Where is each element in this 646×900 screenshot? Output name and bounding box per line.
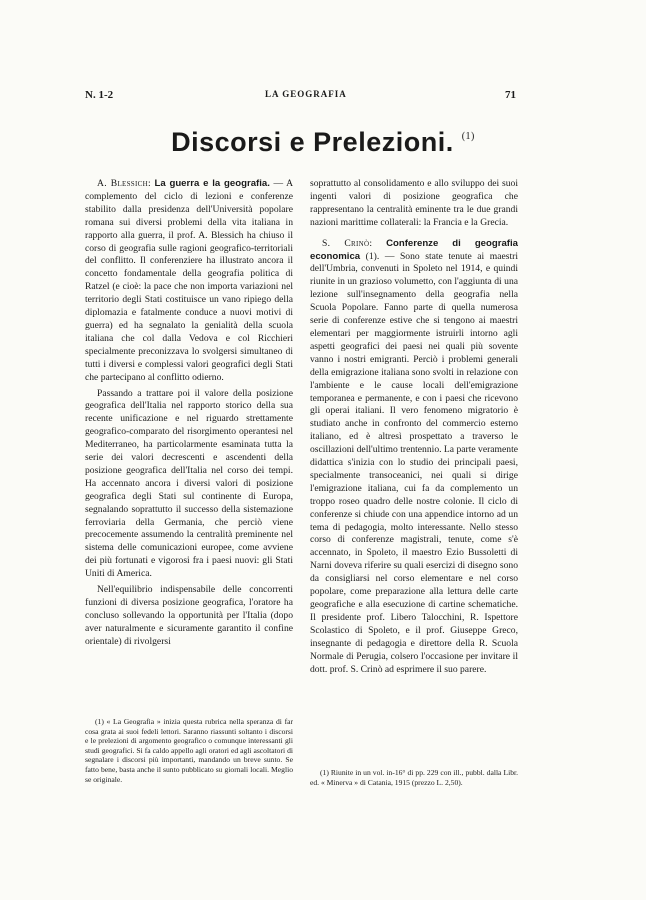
right-column xyxy=(310,178,518,679)
heading-conferenze: Conferenze di geografia economica xyxy=(310,237,519,262)
section-blessich xyxy=(85,178,293,385)
section-footnote-ref: (1). xyxy=(365,250,380,262)
footnote-text: (1) Riunite in un vol. in-16° di pp. 229 con ill., pubbl. dalla Libr. ed. « Minerva » di Catania, 1915 (prezzo L. 2,50). xyxy=(310,768,518,787)
running-header xyxy=(85,89,516,103)
heading-guerra-geografia: La guerra e la geografia. xyxy=(154,178,270,189)
footnote-text: (1) « La Geografia » inizia questa rubrica nella speranza di far cosa grata ai suoi fedeli lettori. Saranno riassunti soltanto i discorsi e le prelezioni di argomento geografico o comunque interessanti gli studi geografici. Si fa caldo appello agli oratori ed agli ascoltatori di segnalare i discorsi più importanti, mandando un breve sunto. Se fatto bene, basta anche il sunto pubblicato su giornali locali. Meglio se originale. xyxy=(85,717,293,784)
left-column xyxy=(85,178,293,652)
author-crino: S. Crinò: xyxy=(322,237,373,249)
paragraph-text: Nell'equilibrio indispensabile delle concorrenti funzioni di diversa posizione geografica, l'oratore ha concluso sollevando la opportunità per l'Italia (dopo aver naturalmente e sicuramente garantito il confine orientale) di rivolgersi xyxy=(85,584,293,647)
page-title-text: Discorsi e Prelezioni. xyxy=(171,127,454,157)
page-number: 71 xyxy=(505,89,516,101)
paragraph-text: Passando a trattare poi il valore della posizione geografica dell'Italia nel rapporto storico della sua recente unificazione e nel riguardo strettamente geografico-comparato del risorgimento operantesi nel Mediterraneo, ha particolarmente esaminata tutta la serie dei valori decrescenti e ascendenti della posizione geografica dell'Italia nel corso dei tempi. Ha accennato ancora i diversi valori di posizione geografica degli Stati sul continente di Europa, segnalando soprattutto il successo della sistemazione ferroviaria della Germania, che perciò viene precocemente assumendo la centralità preminente nel sistema delle comunicazioni europee, come avviene dei più fortunati e vigorosi fra i paesi nuovi: gli Stati Uniti di America. xyxy=(85,387,293,580)
paragraph-text: — A complemento del ciclo di lezioni e conferenze stabilito dalla presidenza dell'Università popolare romana sui diversi problemi della vita italiana in rapporto alla guerra, il prof. A. Blessich ha chiuso il corso di geografia sulle ragioni geografico-territoriali del conflitto. Il conferenziere ha illustrato ancora il concetto fondamentale della geografia politica di Ratzel (e cioè: la pace che non importa variazioni nel territorio degli Stati costituisce un vano ripiego della diplomazia e fatalmente conduce a nuovi motivi di guerra) ed ha segnalato la genialità della scuola italiana che col dalla Vedova e col Ricchieri specialmente preconizzava lo svolgersi simultaneo di tutti i diversi e complessi valori geografici degli Stati che partecipano al conflitto odierno. xyxy=(85,178,293,383)
paragraph-text: — Sono state tenute ai maestri dell'Umbria, convenuti in Spoleto nel 1914, e quindi riunite in un grazioso volumetto, con l'aggiunta di una lezione sull'insegnamento della geografia nella Scuola Popolare. Fanno parte di quella numerosa serie di conferenze estive che si tengono ai maestri elementari per maggiormente istruirli intorno agli aspetti geografici dei paesi nei quali più sovente vanno i nostri emigranti. Perciò i problemi generali della emigrazione italiana sono svolti in relazione con l'ambiente e le cause locali dell'emigrazione temporanea e permanente, e con i paesi che ricevono gli operai italiani. Il vero fenomeno migratorio è studiato anche in confronto del commercio esterno italiano, ed è altresì prospettato a traverso le oscillazioni dell'ultimo trentennio. La parte veramente didattica s'inizia con lo studio dei principali paesi, specialmente transoceanici, nei quali si dirige l'emigrazione italiana, cui fa da complemento un troppo roseo quadro delle nostre colonie. Il ciclo di conferenze si chiude con una appendice intorno ad un tema di pedagogia, molto interessante. Nello stesso corso di conferenze magistrali, tenute, come s'è accennato, in Spoleto, il maestro Ezio Bussoletti di Narni doveva riferire su quali esercizi di disegno sono da consigliarsi nel corso elementare e nel corso popolare, come preparazione alla lettura delle carte geografiche e alla esecuzione di cartine schematiche. Il presidente prof. Libero Talocchini, R. Ispettore Scolastico di Spoleto, e il prof. Giuseppe Greco, insegnante di pedagogia e direttore della R. Scuola Normale di Perugia, colsero l'occasione per invitare il dott. prof. S. Crinò ad esprimere il suo parere. xyxy=(310,250,518,675)
paragraph-text: soprattutto al consolidamento e allo sviluppo dei suoi ingenti valori di posizione geografica che rappresentano la centralità eminente tra le due grandi nazioni marittime collaterali: la Francia e la Grecia. xyxy=(310,178,518,228)
footnote-right xyxy=(310,768,518,787)
footnote-left xyxy=(85,717,293,784)
journal-name: LA GEOGRAFIA xyxy=(265,89,347,99)
author-blessich: A. Blessich: xyxy=(97,178,151,189)
issue-number: N. 1-2 xyxy=(85,89,114,101)
section-crino xyxy=(310,238,518,677)
page-title xyxy=(0,127,646,158)
title-footnote-ref: (1) xyxy=(461,131,475,142)
